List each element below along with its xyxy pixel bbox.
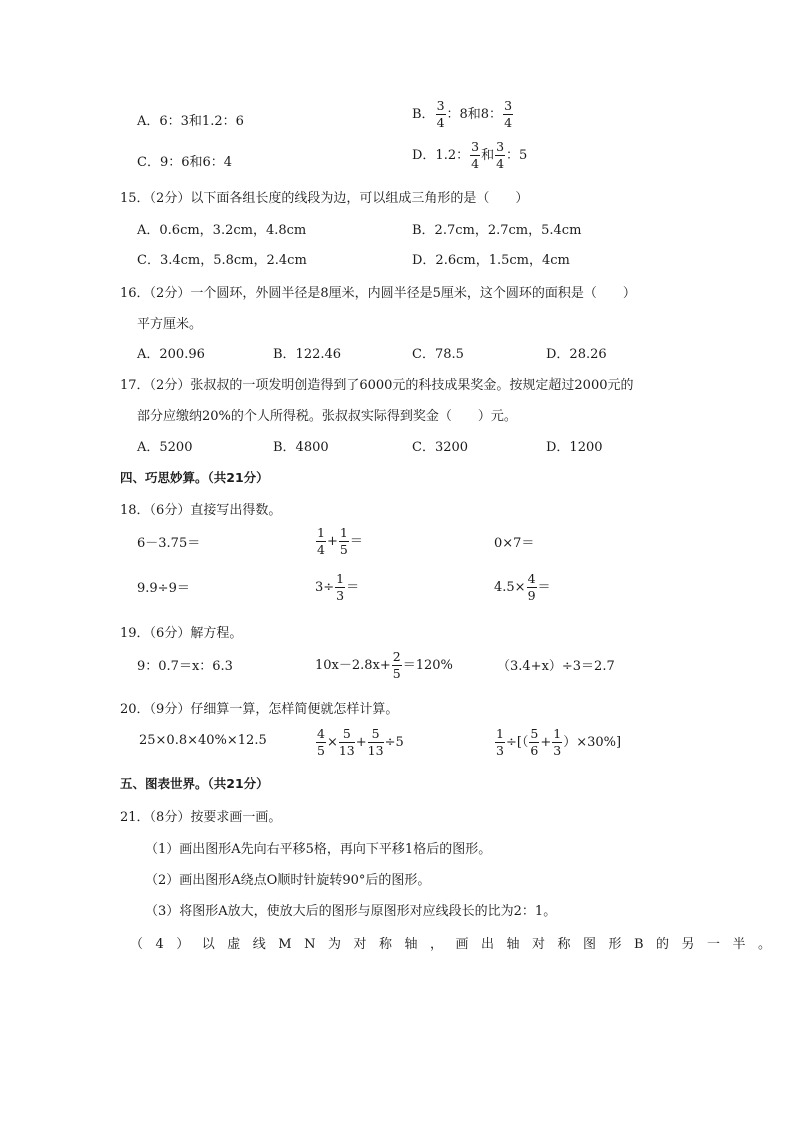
operator: ）×30%] [563,735,622,750]
option-prefix: D．1.2： [412,148,470,163]
operator: + [326,534,338,549]
q14-option-a: A．6：3和1.2：6 [137,114,244,129]
q18-expr-1: 6－3.75＝ [137,536,201,551]
option-text: ：5 [506,148,528,163]
fraction: $\frac{2}{5}$ [392,649,401,681]
fraction: $\frac{1}{4}$ [317,525,325,557]
operator: ÷[（ [505,735,529,750]
q18-expr-5 [315,573,359,602]
q20-stem: 20．（9分）仔细算一算，怎样简便就怎样计算。 [120,702,399,717]
fraction: $\frac{5}{6}$ [530,726,539,758]
q16-option-a: A．200.96 [137,347,205,362]
operator: ÷5 [384,735,404,750]
option-text: 和 [481,148,495,163]
q14-option-d [412,141,527,170]
q16-option-b: B．122.46 [273,347,342,362]
q19-equation-3: （3.4+x）÷3＝2.7 [497,659,615,674]
fraction: $\frac{1}{3}$ [496,726,504,758]
equals-sign: ＝ [346,580,360,595]
q15-option-a: A．0.6cm，3.2cm，4.8cm [137,223,307,238]
q19-stem: 19．（6分）解方程。 [120,626,243,641]
equals-sign: ＝ [537,580,551,595]
fraction: $\frac{4}{9}$ [527,571,536,603]
q16-stem-line1: 16．（2分）一个圆环，外圆半径是8厘米，内圆半径是5厘米，这个圆环的面积是（ ） [120,286,636,301]
q14-option-c: C．9：6和6：4 [137,155,233,170]
fraction: $\frac{3}{4}$ [471,139,480,171]
q17-option-d: D．1200 [546,440,603,455]
q16-stem-line2: 平方厘米。 [137,317,203,332]
fraction: $\frac{4}{5}$ [317,726,325,758]
q21-step-3: （3）将图形A放大，使放大后的图形与原图形对应线段长的比为2：1。 [145,904,557,919]
fraction: $\frac{5}{13}$ [367,726,384,758]
fraction: $\frac{1}{3}$ [553,726,562,758]
operand: 4.5× [494,580,526,595]
fraction: $\frac{1}{5}$ [339,525,348,557]
option-prefix: B． [412,107,435,122]
operator: + [355,735,367,750]
q21-step-4: （4）以虚线MN为对称轴，画出轴对称图形B的另一半。 [130,937,784,952]
q20-expr-3 [494,728,621,757]
q18-stem: 18．（6分）直接写出得数。 [120,503,282,518]
q16-option-d: D．28.26 [546,347,607,362]
operand: 3÷ [315,580,335,595]
q15-option-b: B．2.7cm，2.7cm，5.4cm [412,223,582,238]
q15-stem: 15．（2分）以下面各组长度的线段为边，可以组成三角形的是（ ） [120,191,529,206]
q15-option-d: D．2.6cm，1.5cm，4cm [412,253,570,268]
q17-option-a: A．5200 [137,440,193,455]
q21-step-1: （1）画出图形A先向右平移5格，再向下平移1格后的图形。 [145,842,492,857]
fraction: $\frac{1}{3}$ [336,571,345,603]
q17-stem-line1: 17．（2分）张叔叔的一项发明创造得到了6000元的科技成果奖金。按规定超过2000元的 [120,378,634,393]
fraction: $\frac{5}{13}$ [338,726,355,758]
q16-option-c: C．78.5 [412,347,464,362]
equals-sign: ＝ [349,534,363,549]
fraction: $\frac{3}{4}$ [496,139,505,171]
q21-stem: 21．（8分）按要求画一画。 [120,810,282,825]
q14-option-b [412,100,514,129]
q20-expr-1: 25×0.8×40%×12.5 [139,733,267,748]
fraction: $\frac{3}{4}$ [436,98,445,130]
q18-expr-6 [494,573,551,602]
q17-option-b: B．4800 [273,440,329,455]
q21-step-2: （2）画出图形A绕点O顺时针旋转90°后的图形。 [145,873,431,888]
equation-text: ＝120% [402,658,453,673]
q18-expr-3: 0×7＝ [494,536,535,551]
equation-text: 10x－2.8x+ [315,658,391,673]
operator: + [540,735,552,750]
section-four-heading: 四、巧思妙算。（共21分） [120,470,269,485]
q18-expr-4: 9.9÷9＝ [137,581,190,596]
q18-expr-2 [315,527,363,556]
section-five-heading: 五、图表世界。（共21分） [120,776,269,791]
option-text: ：8和8： [446,107,503,122]
fraction: $\frac{3}{4}$ [504,98,513,130]
q19-equation-2 [315,651,453,680]
q17-stem-line2: 部分应缴纳20%的个人所得税。张叔叔实际得到奖金（ ）元。 [137,409,517,424]
operator: × [326,735,338,750]
q15-option-c: C．3.4cm，5.8cm，2.4cm [137,253,307,268]
q20-expr-2 [315,728,404,757]
q19-equation-1: 9：0.7＝x：6.3 [137,659,233,674]
q17-option-c: C．3200 [412,440,469,455]
